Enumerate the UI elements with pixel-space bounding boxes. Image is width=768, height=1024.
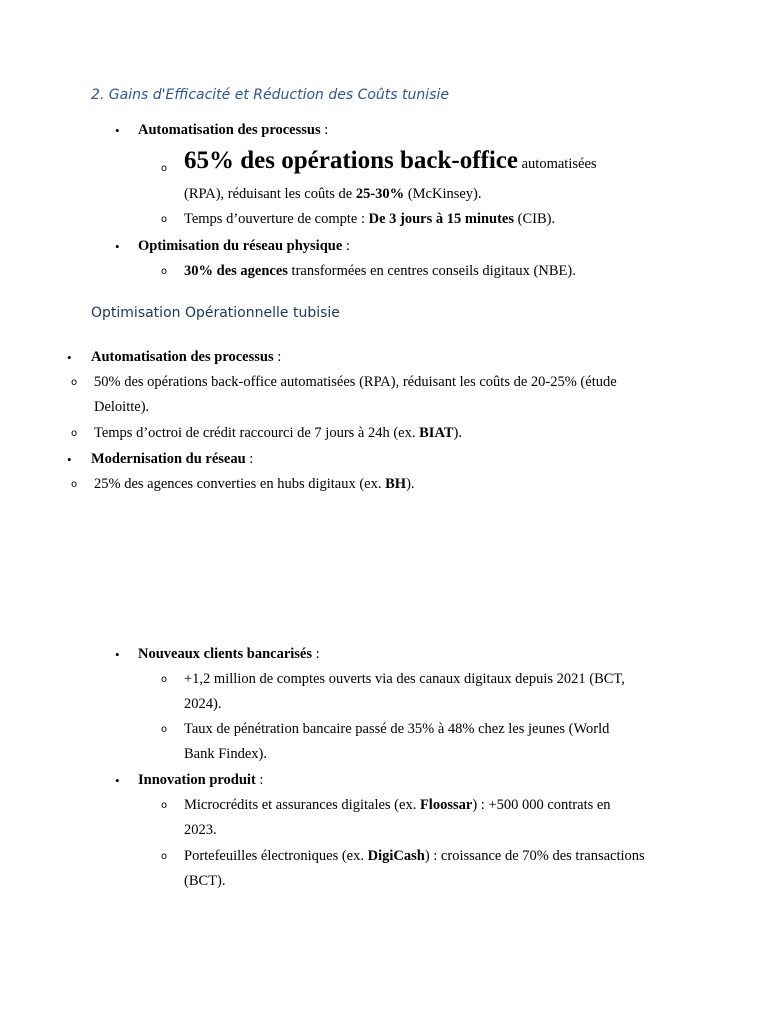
list-item xyxy=(91,451,253,468)
list-item xyxy=(184,147,597,175)
list-item: 50% des opérations back-office automatisées (RPA), réduisant les coûts de 20-25% (étude xyxy=(94,374,617,390)
list-item: Taux de pénétration bancaire passé de 35% à 48% chez les jeunes (World xyxy=(184,721,610,737)
item-bold: BH xyxy=(385,476,407,492)
list-item xyxy=(184,263,576,280)
sub-bullet-marker: o xyxy=(71,377,78,388)
highlight-text: 65% des opérations back-office xyxy=(184,147,518,174)
item-separator: : xyxy=(320,122,329,138)
bullet-marker: • xyxy=(115,773,120,788)
list-item-continuation: Bank Findex). xyxy=(184,746,267,762)
list-item-continuation: (BCT). xyxy=(184,873,226,889)
item-separator: : xyxy=(312,646,320,662)
item-bold: 30% des agences xyxy=(184,263,288,279)
item-text: ) : +500 000 contrats en xyxy=(472,797,611,813)
item-label: Automatisation des processus xyxy=(91,349,274,365)
item-label: Innovation produit xyxy=(138,772,256,788)
sub-bullet-marker: o xyxy=(161,724,168,735)
item-label: Optimisation du réseau physique xyxy=(138,238,343,254)
item-bold: BIAT xyxy=(419,425,454,441)
item-text: automatisées xyxy=(518,156,597,172)
sub-bullet-marker: o xyxy=(161,163,168,174)
item-text: ). xyxy=(406,476,415,492)
list-item xyxy=(91,349,281,366)
list-item xyxy=(138,772,263,789)
list-item-continuation: Deloitte). xyxy=(94,399,150,415)
item-text: ). xyxy=(453,425,462,441)
item-label: Nouveaux clients bancarisés xyxy=(138,646,312,662)
list-item-continuation: 2024). xyxy=(184,696,222,712)
item-text: Temps d’octroi de crédit raccourci de 7 jours à 24h (ex. xyxy=(94,425,420,441)
item-bold: De 3 jours à 15 minutes xyxy=(368,211,515,227)
list-item xyxy=(94,425,462,442)
section-heading: Optimisation Opérationnelle tubisie xyxy=(91,305,340,321)
item-separator: : xyxy=(255,772,264,788)
item-text: ) : croissance de 70% des transactions xyxy=(424,848,645,864)
bullet-marker: • xyxy=(67,350,72,365)
item-text: Microcrédits et assurances digitales (ex. xyxy=(184,797,420,813)
item-separator: : xyxy=(273,349,282,365)
item-label: Modernisation du réseau xyxy=(91,451,246,467)
list-item xyxy=(94,476,415,493)
item-text: Temps d’ouverture de compte : xyxy=(184,211,369,227)
item-text: 25% des agences converties en hubs digitaux (ex. xyxy=(94,476,386,492)
list-item xyxy=(184,797,611,814)
item-text: (RPA), réduisant les coûts de xyxy=(184,186,356,202)
bullet-marker: • xyxy=(115,647,120,662)
sub-bullet-marker: o xyxy=(161,851,168,862)
item-text: (CIB). xyxy=(514,211,556,227)
sub-bullet-marker: o xyxy=(161,674,168,685)
list-item: +1,2 million de comptes ouverts via des canaux digitaux depuis 2021 (BCT, xyxy=(184,671,625,687)
list-item xyxy=(138,646,320,663)
item-text: transformées en centres conseils digitaux (NBE). xyxy=(287,263,576,279)
sub-bullet-marker: o xyxy=(71,479,78,490)
item-bold: 25-30% xyxy=(355,186,405,202)
bullet-marker: • xyxy=(115,123,120,138)
list-item xyxy=(184,848,645,865)
sub-bullet-marker: o xyxy=(161,800,168,811)
bullet-marker: • xyxy=(67,452,72,467)
list-item-continuation: 2023. xyxy=(184,822,217,838)
list-item xyxy=(184,211,555,228)
item-separator: : xyxy=(245,451,254,467)
list-item xyxy=(138,238,350,255)
sub-bullet-marker: o xyxy=(161,214,168,225)
sub-bullet-marker: o xyxy=(161,266,168,277)
list-item xyxy=(138,122,328,139)
item-bold: Floossar xyxy=(419,797,473,813)
sub-bullet-marker: o xyxy=(71,428,78,439)
bullet-marker: • xyxy=(115,239,120,254)
item-bold: DigiCash xyxy=(367,848,425,864)
item-text: (McKinsey). xyxy=(404,186,482,202)
item-separator: : xyxy=(342,238,350,254)
item-text: Portefeuilles électroniques (ex. xyxy=(184,848,368,864)
item-label: Automatisation des processus xyxy=(138,122,321,138)
section-heading: 2. Gains d'Efficacité et Réduction des Coûts tunisie xyxy=(91,87,449,103)
list-item-continuation xyxy=(184,186,482,203)
